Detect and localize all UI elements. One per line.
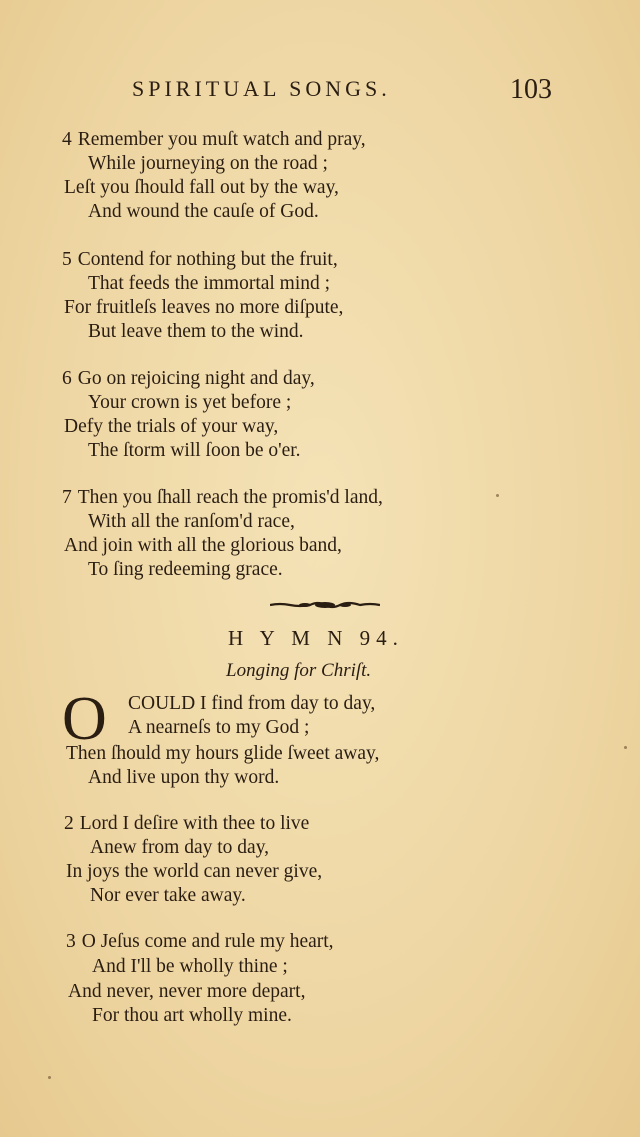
drop-cap: O xyxy=(62,685,107,753)
stanza-number: 2 xyxy=(64,813,74,834)
page-header xyxy=(0,74,640,108)
paper-speck xyxy=(48,1076,51,1079)
stanza-line: And never, never more depart, xyxy=(68,981,306,1002)
stanza-line: 5 Contend for nothing but the fruit, xyxy=(62,249,338,270)
stanza-line: Leſt you ſhould fall out by the way, xyxy=(64,177,339,198)
stanza-line: Defy the trials of your way, xyxy=(64,416,279,437)
stanza-number: 4 xyxy=(62,129,72,150)
stanza-number: 6 xyxy=(62,368,72,389)
stanza-line: COULD I find from day to day, xyxy=(128,693,376,714)
stanza-line: In joys the world can never give, xyxy=(66,861,323,882)
paper-speck xyxy=(624,746,627,749)
stanza-number: 5 xyxy=(62,249,72,270)
stanza-line: For thou art wholly mine. xyxy=(92,1005,292,1026)
stanza-line: 3 O Jeſus come and rule my heart, xyxy=(66,931,334,952)
stanza-number: 7 xyxy=(62,487,72,508)
stanza-line: For fruitleſs leaves no more diſpute, xyxy=(64,297,344,318)
running-title: SPIRITUAL SONGS. xyxy=(132,76,391,101)
page-number: 103 xyxy=(510,74,552,105)
paper-speck xyxy=(496,494,499,497)
stanza-line: And join with all the glorious band, xyxy=(64,535,342,556)
stanza-line: And live upon thy word. xyxy=(88,767,280,788)
ornament-divider xyxy=(270,600,380,610)
stanza-line: That feeds the immortal mind ; xyxy=(88,273,331,294)
stanza-line: A nearneſs to my God ; xyxy=(128,717,310,738)
stanza-line: With all the ranſom'd race, xyxy=(88,511,295,532)
stanza-line: To ſing redeeming grace. xyxy=(88,559,283,580)
stanza-line: Anew from day to day, xyxy=(90,837,270,858)
stanza-line: 2 Lord I deſire with thee to live xyxy=(64,813,310,834)
stanza-number: 3 xyxy=(66,931,76,952)
hymn-title: H Y M N 94. xyxy=(228,626,404,650)
stanza-line: Your crown is yet before ; xyxy=(88,392,292,413)
stanza-line: Then ſhould my hours glide ſweet away, xyxy=(66,743,380,764)
stanza-line: 6 Go on rejoicing night and day, xyxy=(62,368,315,389)
hymn-subtitle: Longing for Chriſt. xyxy=(226,660,372,681)
stanza-line: While journeying on the road ; xyxy=(88,153,328,174)
stanza-line: The ſtorm will ſoon be o'er. xyxy=(88,440,301,461)
stanza-line: And wound the cauſe of God. xyxy=(88,201,319,222)
stanza-line: Nor ever take away. xyxy=(90,885,246,906)
stanza-line: But leave them to the wind. xyxy=(88,321,304,342)
stanza-line: 7 Then you ſhall reach the promis'd land, xyxy=(62,487,383,508)
stanza-line: 4 Remember you muſt watch and pray, xyxy=(62,129,366,150)
stanza-line: And I'll be wholly thine ; xyxy=(92,956,288,977)
